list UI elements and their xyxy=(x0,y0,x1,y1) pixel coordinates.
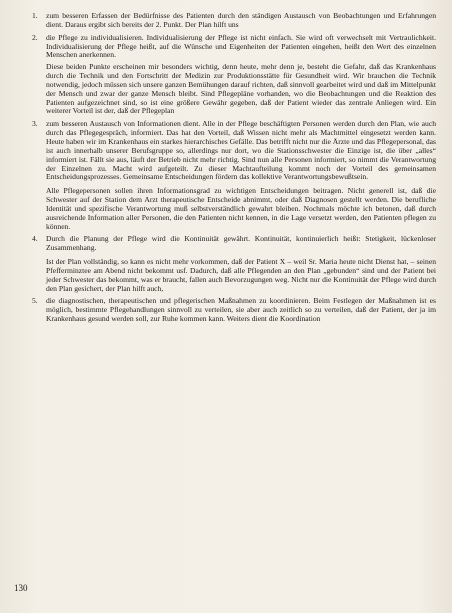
list-number: 5. xyxy=(32,296,38,306)
paragraph: die Pflege zu individualisieren. Individualisierung der Pflege ist nicht einfach. Sie wird oft verwechselt mit Vertraulichkeit. Individualisierung der Pflege heißt, auf die Wünsche und Eigenheiten der Patienten eingehen, heißt den Wert des einzelnen Menschen anerkennen. xyxy=(46,32,436,60)
list-item-body xyxy=(46,235,436,293)
list-number: 2. xyxy=(32,32,38,42)
paragraph: zum besseren Erfassen der Bedürfnisse des Patienten durch den ständigen Austausch von Beobachtungen und Erfahrungen dient. Daraus ergibt sich bereits der 2. Punkt. Der Plan hilft uns xyxy=(46,11,436,29)
paragraph: die diagnostischen, therapeutischen und pflegerischen Maßnahmen zu koordinieren. Beim Festlegen der Maßnahmen ist es möglich, bestimmte Pflegehandlungen sinnvoll zu verteilen, sie aber auch zeitlich so zu verteilen, daß der Patient, der ja im Krankenhaus gesund werden soll, zur Ruhe kommen kann. Weiters dient die Koordination xyxy=(46,296,436,324)
list-item-4 xyxy=(32,235,436,293)
list-item-body xyxy=(46,120,436,231)
list-item-body xyxy=(46,34,436,117)
page-number: 130 xyxy=(14,583,28,593)
list-item-body xyxy=(46,12,436,30)
list-number: 1. xyxy=(32,11,38,20)
list-number: 3. xyxy=(32,119,38,129)
paragraph: Ist der Plan vollständig, so kann es nicht mehr vorkommen, daß der Patient X – weil Sr. Maria heute nicht Dienst hat, – seinen Pfefferminztee am Abend nicht bekommt usf. Dadurch, daß alle Pflegenden an den Plan „gebunden“ sind und der Patient bei jeder Schwester das bekommt, was er braucht, fallen auch Bevorzugungen weg. Nicht nur die Kontinuität der Pflege wird durch den Plan gesichert, der Plan hilft auch, xyxy=(46,257,436,293)
paragraph: Alle Pflegepersonen sollen ihren Informationsgrad zu wichtigen Entscheidungen beitragen. Nicht generell ist, daß die Schwester auf der Station dem Arzt therapeutische Entscheide abnimmt, oder daß Diagnosen gestellt werden. Die berufliche Identität und spezifische Verantwortung muß selbstverständlich gewahrt bleiben. Nochmals möchte ich betonen, daß durch ausreichende Information aller Personen, die den Patienten nicht kennen, in die Lage versetzt werden, den Patienten pflegen zu können. xyxy=(46,186,436,231)
list-number: 4. xyxy=(32,234,38,244)
list-item-1 xyxy=(32,12,436,30)
page-text xyxy=(32,12,436,324)
list-item-5 xyxy=(32,297,436,324)
list-item-3 xyxy=(32,120,436,231)
paragraph: Diese beiden Punkte erscheinen mir besonders wichtig, denn heute, mehr denn je, besteht die Gefahr, daß das Krankenhaus durch die Technik und den Fortschritt der Medizin zur Produktionsstätte für Gesundheit wird. Wir brauchen die Technik notwendig, jedoch müssen sich unsere ganzen Bemühungen darauf richten, daß sinnvoll gearbeitet wird und daß im Mittelpunkt der Mensch und zwar der ganze Mensch bleibt. Sind Pflegepläne vorhanden, wo die Beobachtungen und die Reaktion des Patienten aufgezeichnet sind, so ist eine größere Gewähr gegeben, daß der Patient wieder das zentrale Anliegen wird. Ein weiterer Vorteil ist der, daß der Pflegeplan xyxy=(46,62,436,116)
list-item-2 xyxy=(32,34,436,117)
paragraph: zum besseren Austausch von Informationen dient. Alle in der Pflege beschäftigten Personen werden durch den Plan, wie auch durch das Pflegegespräch, informiert. Das hat den Vorteil, daß Wissen nicht mehr als Machtmittel eingesetzt werden kann. Heute haben wir im Krankenhaus ein starkes hierarchisches Gefälle. Das betrifft nicht nur die Ärzte und das Pflegepersonal, das ist auch innerhalb unserer Berufsgruppe so, allerdings nur dort, wo die Stationsschwester die Einzige ist, die über „alles“ informiert ist. Fällt sie aus, läuft der Betrieb nicht mehr richtig. Sind nun alle Personen informiert, so nimmt die Verantwortung der Einzelnen zu. Macht wird aufgeteilt. Zu dieser Machtaufteilung kommt noch der Vorteil des gemeinsamen Entscheidungsprozesses. Gemeinsame Entscheidungen fördern das kollektive Verantwortungsbewußtsein. xyxy=(46,119,436,182)
paragraph: Durch die Planung der Pflege wird die Kontinuität gewährt. Kontinuität, kontinuierlich heißt: Stetigkeit, lückenloser Zusammenhang. xyxy=(46,234,436,253)
list-item-body xyxy=(46,297,436,324)
